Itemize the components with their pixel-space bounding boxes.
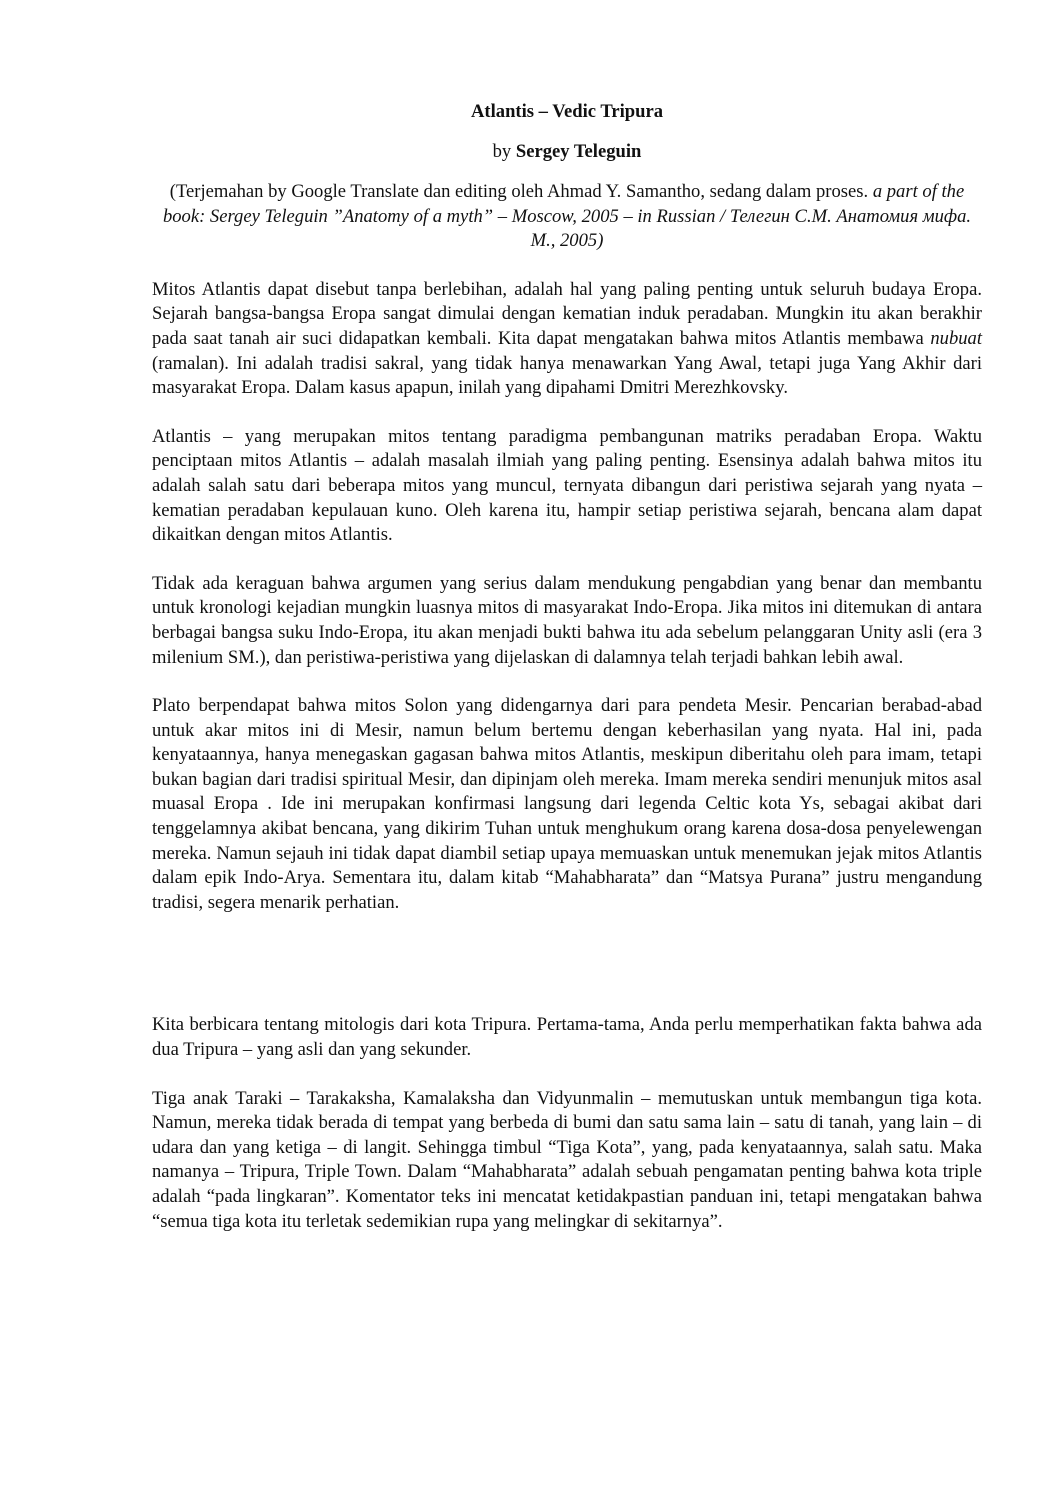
paragraph-1-before: Mitos Atlantis dapat disebut tanpa berlebihan, adalah hal yang paling penting untuk seluruh budaya Eropa. Sejarah bangsa-bangsa Eropa sangat dimulai dengan kematian induk peradaban. Mungkin itu akan berakhir pada saat tanah air suci didapatkan kembali. Kita dapat mengatakan bahwa mitos Atlantis membawa: [152, 278, 982, 349]
translation-note-text: (Terjemahan by Google Translate dan editing oleh Ahmad Y. Samantho, sedang dalam proses.: [169, 181, 873, 202]
paragraph-1: [152, 278, 982, 401]
paragraph-1-italic: nubuat: [930, 327, 982, 349]
book-reference: a part of the book: Sergey Teleguin ”Anatomy of a myth” – Moscow, 2005 – in Russian / Телегин С.М. Анатомия мифа. М., 2005): [162, 181, 972, 252]
paragraph-4: Plato berpendapat bahwa mitos Solon yang didengarnya dari para pendeta Mesir. Pencarian berabad-abad untuk akar mitos ini di Mesir, namun belum bertemu dengan keberhasilan yang nyata. Hal ini, pada kenyataannya, hanya menegaskan gagasan bahwa mitos Atlantis, meskipun diberitahu oleh para imam, tetapi bukan bagian dari tradisi spiritual Mesir, dan dipinjam oleh mereka. Imam mereka sendiri menunjuk mitos asal muasal Eropa . Ide ini merupakan konfirmasi langsung dari legenda Celtic kota Ys, sebagai akibat dari tenggelamnya akibat bencana, yang dikirim Tuhan untuk menghukum orang karena dosa-dosa penyelewengan mereka. Namun sejauh ini tidak dapat diambil setiap upaya memuaskan untuk menemukan jejak mitos Atlantis dalam epik Indo-Arya. Sementara itu, dalam kitab “Mahabharata” dan “Matsya Purana” justru mengandung tradisi, segera menarik perhatian.: [152, 695, 982, 913]
author-name: Sergey Teleguin: [515, 141, 642, 162]
translation-note: [152, 180, 982, 254]
byline-prefix: by: [492, 141, 516, 162]
document-title: Atlantis – Vedic Tripura: [471, 101, 663, 122]
paragraph-2: Atlantis – yang merupakan mitos tentang paradigma pembangunan matriks peradaban Eropa. Waktu penciptaan mitos Atlantis – adalah masalah ilmiah yang paling penting. Esensinya adalah bahwa mitos itu adalah salah satu dari beberapa mitos yang muncul, ternyata dibangun dari peristiwa sejarah yang nyata – kematian peradaban kepulauan kuno. Oleh karena itu, hampir setiap peristiwa sejarah, bencana alam dapat dikaitkan dengan mitos Atlantis.: [152, 425, 982, 546]
paragraph-6: Tiga anak Taraki – Tarakaksha, Kamalaksha dan Vidyunmalin – memutuskan untuk membangun tiga kota. Namun, mereka tidak berada di tempat yang berbeda di bumi dan satu sama lain – satu di tanah, yang lain – di udara dan yang ketiga – di langit. Sehingga timbul “Tiga Kota”, yang, pada kenyataannya, salah satu. Maka namanya – Tripura, Triple Town. Dalam “Mahabharata” adalah sebuah pengamatan penting bahwa kota triple adalah “pada lingkaran”. Komentator teks ini mencatat ketidakpastian panduan ini, tetapi mengatakan bahwa “semua tiga kota itu terletak sedemikian rupa yang melingkar di sekitarnya”.: [152, 1087, 982, 1232]
paragraph-3: Tidak ada keraguan bahwa argumen yang serius dalam mendukung pengabdian yang benar dan membantu untuk kronologi kejadian mungkin luasnya mitos di masyarakat Indo-Eropa. Jika mitos ini ditemukan di antara berbagai bangsa suku Indo-Eropa, itu akan menjadi bukti bahwa itu ada sebelum pelanggaran Unity asli (era 3 milenium SM.), dan peristiwa-peristiwa yang dijelaskan di dalamnya telah terjadi bahkan lebih awal.: [152, 572, 982, 668]
section-gap: [152, 915, 982, 989]
document-page: [152, 100, 982, 1234]
paragraph-5: Kita berbicara tentang mitologis dari kota Tripura. Pertama-tama, Anda perlu memperhatikan fakta bahwa ada dua Tripura – yang asli dan yang sekunder.: [152, 1014, 982, 1061]
byline: [152, 140, 982, 168]
paragraph-1-after: (ramalan). Ini adalah tradisi sakral, yang tidak hanya menawarkan Yang Awal, tetapi juga Yang Akhir dari masyarakat Eropa. Dalam kasus apapun, inilah yang dipahami Dmitri Merezhkovsky.: [152, 352, 982, 399]
